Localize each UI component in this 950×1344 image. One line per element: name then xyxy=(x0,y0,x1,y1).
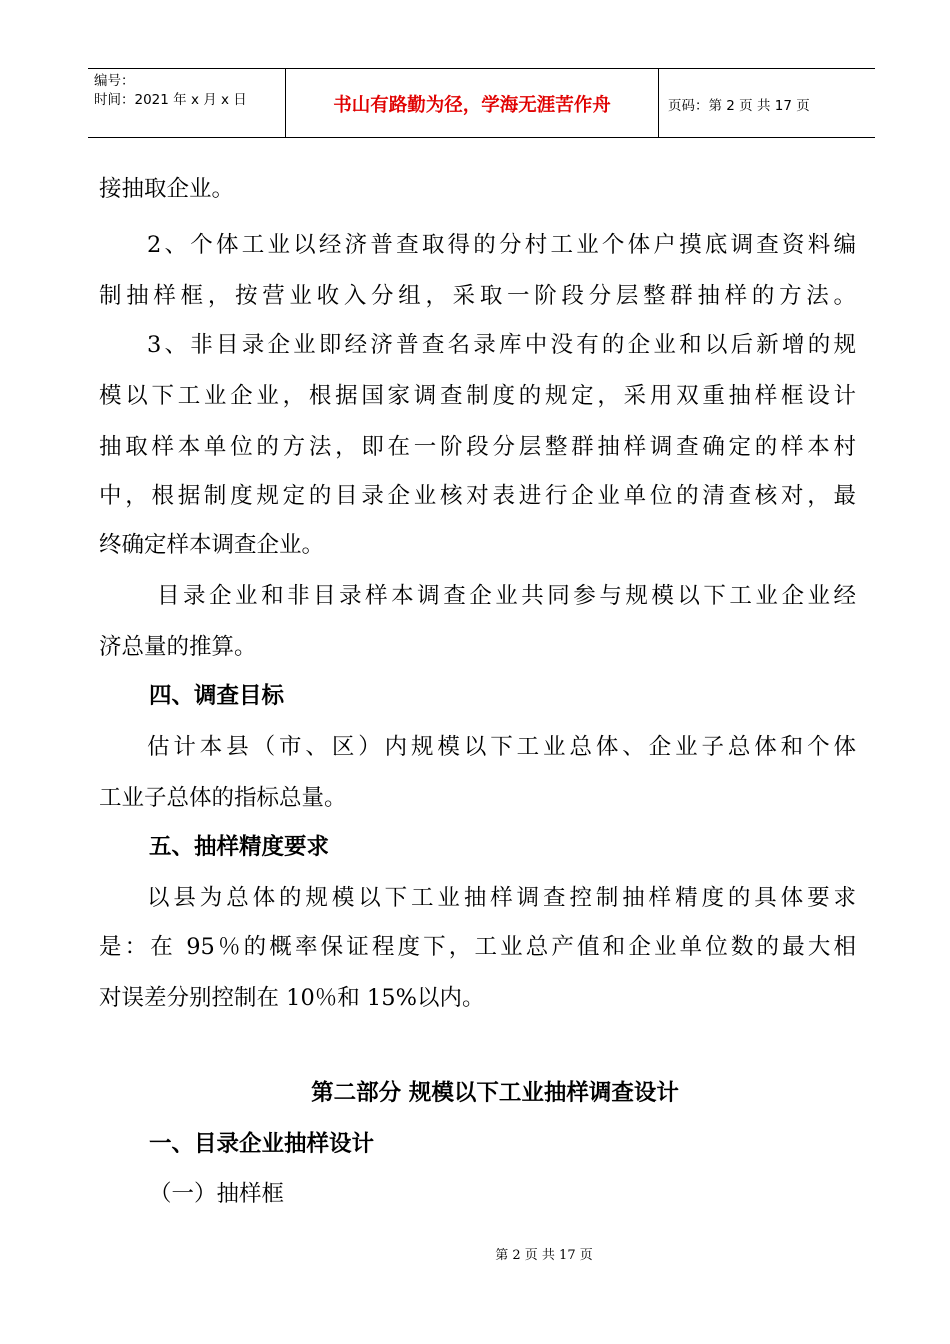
section-heading: 一、目录企业抽样设计 xyxy=(149,1131,375,1157)
header-meta xyxy=(88,69,286,137)
paragraph-line: 济总量的推算。 xyxy=(99,634,257,660)
paragraph-line: 工业子总体的指标总量。 xyxy=(99,785,347,811)
paragraph-line: 抽取样本单位的方法，即在一阶段分层整群抽样调查确定的样本村 xyxy=(99,434,856,460)
document-header xyxy=(88,68,875,138)
paragraph-line: 以县为总体的规模以下工业抽样调查控制抽样精度的具体要求 xyxy=(147,885,856,911)
paragraph-line: 对误差分别控制在 10％和 15%以内。 xyxy=(99,985,485,1011)
header-motto: 书山有路勤为径，学海无涯苦作舟 xyxy=(286,69,659,137)
paragraph-line: 2、个体工业以经济普查取得的分村工业个体户摸底调查资料编 xyxy=(147,232,856,258)
paragraph-line: 中，根据制度规定的目录企业核对表进行企业单位的清查核对，最 xyxy=(99,483,856,509)
header-page-info: 页码：第 2 页 共 17 页 xyxy=(668,98,810,114)
number-label: 编号： xyxy=(94,73,135,89)
paragraph-line: 目录企业和非目录样本调查企业共同参与规模以下工业企业经 xyxy=(157,583,856,609)
part-title: 第二部分 规模以下工业抽样调查设计 xyxy=(311,1080,679,1106)
paragraph-line: 制抽样框，按营业收入分组，采取一阶段分层整群抽样的方法。 xyxy=(99,283,856,309)
paragraph-line: 接抽取企业。 xyxy=(99,176,235,202)
section-heading: 四、调查目标 xyxy=(149,683,285,709)
paragraph-line: 终确定样本调查企业。 xyxy=(99,532,325,558)
time-label: 时间：2021 年 x 月 x 日 xyxy=(94,92,247,108)
paragraph-line: 3、非目录企业即经济普查名录库中没有的企业和以后新增的规 xyxy=(147,332,856,358)
page-footer: 第 2 页 共 17 页 xyxy=(495,1248,593,1263)
paragraph-line: 是：在 95％的概率保证程度下，工业总产值和企业单位数的最大相 xyxy=(99,934,856,960)
paragraph-line: 估计本县（市、区）内规模以下工业总体、企业子总体和个体 xyxy=(147,734,856,760)
subsection-heading: （一）抽样框 xyxy=(149,1181,285,1207)
paragraph-line: 模以下工业企业，根据国家调查制度的规定，采用双重抽样框设计 xyxy=(99,383,856,409)
section-heading: 五、抽样精度要求 xyxy=(149,834,330,860)
